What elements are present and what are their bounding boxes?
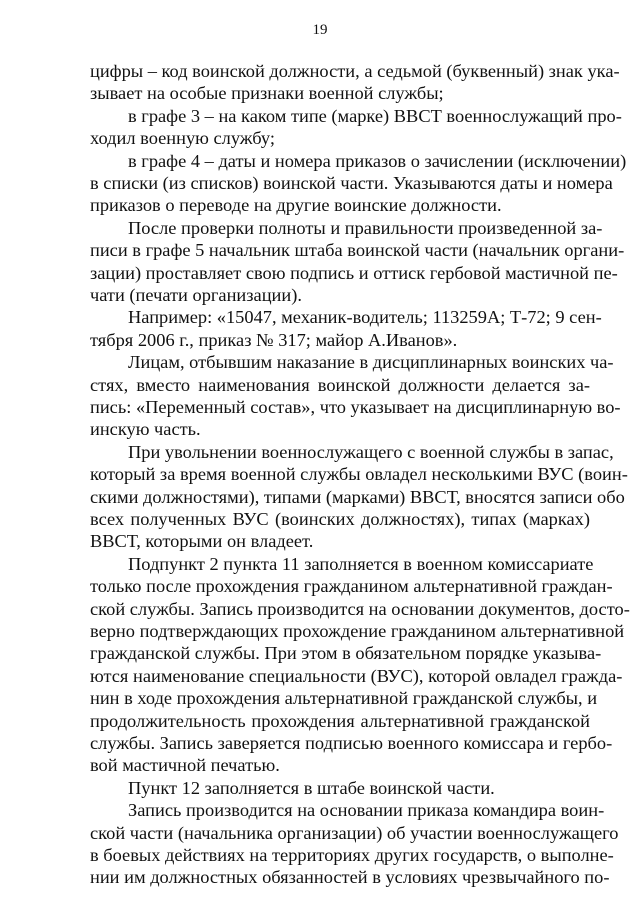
text-line: в списки (из списков) воинской части. Указываются даты и номера [90,173,613,193]
text-line: приказов о переводе на другие воинские должности. [90,195,502,216]
text-line: пись: «Переменный состав», что указывает на дисциплинарную во- [90,397,621,417]
text-line: Пункт 12 заполняется в штабе воинской части. [128,777,495,798]
text-line: зывает на особые признаки военной службы; [90,83,444,104]
text-line: зации) проставляет свою подпись и оттиск гербовой мастичной пе- [90,262,618,283]
text-line: писи в графе 5 начальник штаба воинской части (начальник органи- [90,240,625,261]
text-line: который за время военной службы овладел несколькими ВУС (воин- [90,464,628,485]
text-line: Запись производится на основании приказа командира воин- [128,800,605,821]
text-line: инскую часть. [90,419,201,440]
text-line: верно подтверждающих прохождение гражданином альтернативной [90,621,625,641]
text-line: чати (печати организации). [90,285,302,305]
text-line: скими должностями), типами (марками) ВВСТ, вносятся записи обо [90,486,625,507]
text-line: ходил военную службу; [90,128,275,149]
text-line: в графе 3 – на каком типе (марке) ВВСТ военнослужащий про- [128,105,622,126]
text-line: вой мастичной печатью. [90,755,280,776]
text-line: ской части (начальника организации) об участии военнослужащего [90,822,619,843]
text-line: службы. Запись заверяется подписью военного комиссара и гербо- [90,733,613,753]
text-line: После проверки полноты и правильности произведенной за- [128,217,603,238]
text-line: в графе 4 – даты и номера приказов о зачислении (исключении) [128,150,627,171]
text-line: нии им должностных обязанностей в условиях чрезвычайного по- [90,867,610,888]
text-line: стях, вместо наименования воинской должности делается за- [90,374,590,395]
text-line: ской службы. Запись производится на основании документов, досто- [90,598,630,619]
text-line: только после прохождения гражданином альтернативной граждан- [90,576,613,597]
text-line: продолжительность прохождения альтернативной гражданской [90,710,590,731]
text-line: ются наименование специальности (ВУС), которой овладел гражда- [90,665,623,686]
text-line: При увольнении военнослужащего с военной службы в запас, [128,441,614,462]
text-line: цифры – код воинской должности, а седьмой (буквенный) знак ука- [90,61,620,81]
text-line: ВВСТ, которыми он владеет. [90,531,314,552]
text-line: тября 2006 г., приказ № 317; майор А.Иванов». [90,329,458,350]
text-line: Подпункт 2 пункта 11 заполняется в военном комиссариате [128,553,594,574]
text-line: нин в ходе прохождения альтернативной гражданской службы, и [90,688,598,709]
text-line: Например: «15047, механик-водитель; 113259А; Т-72; 9 сен- [128,307,602,328]
text-line: всех полученных ВУС (воинских должностях), типах (марках) [90,509,590,529]
page-number: 19 [312,22,328,38]
text-line: в боевых действиях на территориях других государств, о выполне- [90,845,614,865]
text-line: Лицам, отбывшим наказание в дисциплинарных воинских ча- [128,352,614,373]
text-line: гражданской службы. При этом в обязательном порядке указыва- [90,643,602,664]
